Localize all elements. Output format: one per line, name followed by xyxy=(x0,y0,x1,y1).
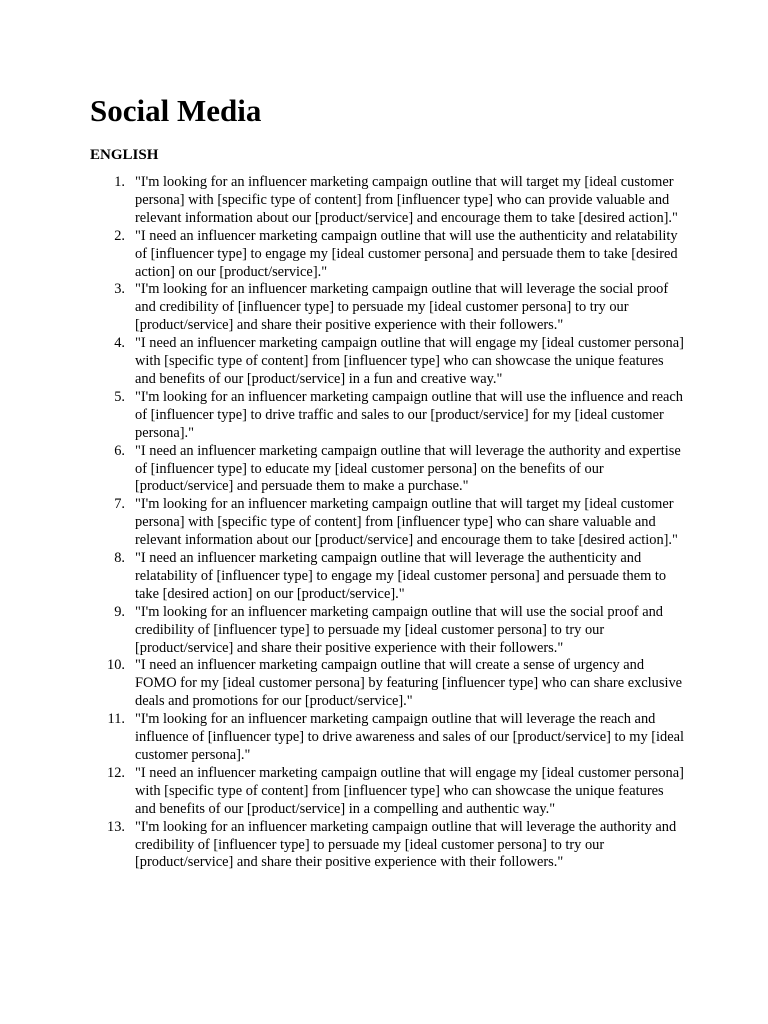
list-item-number: 13. xyxy=(107,818,125,835)
list-item-number: 4. xyxy=(114,335,125,352)
list-item-text: "I need an influencer marketing campaign outline that will create a sense of urgency and FOMO for my [ideal customer persona] by featuring [influencer type] who can share exclusive deals and promotions for our [product/service]." xyxy=(135,657,683,710)
list-item xyxy=(90,281,688,335)
list-item-text: "I need an influencer marketing campaign outline that will leverage the authority and expertise of [influencer type] to educate my [ideal customer persona] on the benefits of our [product/service] and persuade them to make a purchase." xyxy=(135,442,681,495)
list-item-text: "I'm looking for an influencer marketing campaign outline that will leverage the reach and influence of [influencer type] to drive awareness and sales of our [product/service] to my [ideal customer persona]." xyxy=(135,711,685,763)
list-item-number: 5. xyxy=(114,388,125,405)
list-item-text: "I'm looking for an influencer marketing campaign outline that will use the social proof and credibility of [influencer type] to persuade my [ideal customer persona] to try our [product/service] and share their positive experience with their followers." xyxy=(135,603,663,656)
list-item-text: "I'm looking for an influencer marketing campaign outline that will use the influence and reach of [influencer type] to drive traffic and sales to our [product/service] for my [ideal customer persona]." xyxy=(135,388,683,441)
list-item xyxy=(90,550,688,604)
list-item-number: 2. xyxy=(114,227,125,244)
list-item-number: 7. xyxy=(114,496,125,513)
list-item xyxy=(90,604,688,658)
list-item xyxy=(90,443,688,497)
list-item-number: 9. xyxy=(114,603,125,620)
list-item-text: "I'm looking for an influencer marketing campaign outline that will leverage the social proof and credibility of [influencer type] to persuade my [ideal customer persona] to try our [product/service] and share their positive experience with their followers." xyxy=(135,281,669,334)
list-item-text: "I'm looking for an influencer marketing campaign outline that will target my [ideal customer persona] with [specific type of content] from [influencer type] who can share valuable and relevant information about our [product/service] and encourage them to take [desired action]." xyxy=(135,496,678,549)
list-item-number: 10. xyxy=(107,657,125,674)
list-item-number: 3. xyxy=(114,281,125,298)
list-item xyxy=(90,228,688,282)
list-item-text: "I need an influencer marketing campaign outline that will engage my [ideal customer persona] with [specific type of content] from [influencer type] who can showcase the unique features and benefits of our [product/service] in a fun and creative way." xyxy=(135,335,684,387)
list-item-text: "I need an influencer marketing campaign outline that will use the authenticity and relatability of [influencer type] to engage my [ideal customer persona] and persuade them to take [desired action] on our [product/service]." xyxy=(135,227,678,280)
list-item-number: 12. xyxy=(107,764,125,781)
list-item-text: "I'm looking for an influencer marketing campaign outline that will leverage the authority and credibility of [influencer type] to persuade my [ideal customer persona] to try our [product/service] and share their positive experience with their followers." xyxy=(135,818,677,871)
list-item-number: 11. xyxy=(107,711,125,728)
list-item xyxy=(90,335,688,389)
list-item xyxy=(90,711,688,765)
list-item-text: "I need an influencer marketing campaign outline that will leverage the authenticity and relatability of [influencer type] to engage my [ideal customer persona] and persuade them to take [desired action] on our [product/service]." xyxy=(135,550,667,602)
list-item-text: "I need an influencer marketing campaign outline that will engage my [ideal customer persona] with [specific type of content] from [influencer type] who can showcase the unique features and benefits of our [product/service] in a compelling and authentic way." xyxy=(135,764,684,817)
list-item xyxy=(90,174,688,228)
section-heading: ENGLISH xyxy=(90,147,159,163)
page-title: Social Media xyxy=(90,93,262,128)
list-item-number: 1. xyxy=(114,174,125,190)
list-item xyxy=(90,496,688,550)
list-item xyxy=(90,657,688,711)
list-item-number: 6. xyxy=(114,442,125,459)
list-item xyxy=(90,389,688,443)
list-item xyxy=(90,819,688,873)
list-item-text: "I'm looking for an influencer marketing campaign outline that will target my [ideal customer persona] with [specific type of content] from [influencer type] who can provide valuable and relevant information about our [product/service] and encourage them to take [desired action]." xyxy=(135,174,678,226)
prompt-list xyxy=(90,174,688,872)
list-item-number: 8. xyxy=(114,550,125,567)
list-item xyxy=(90,765,688,819)
